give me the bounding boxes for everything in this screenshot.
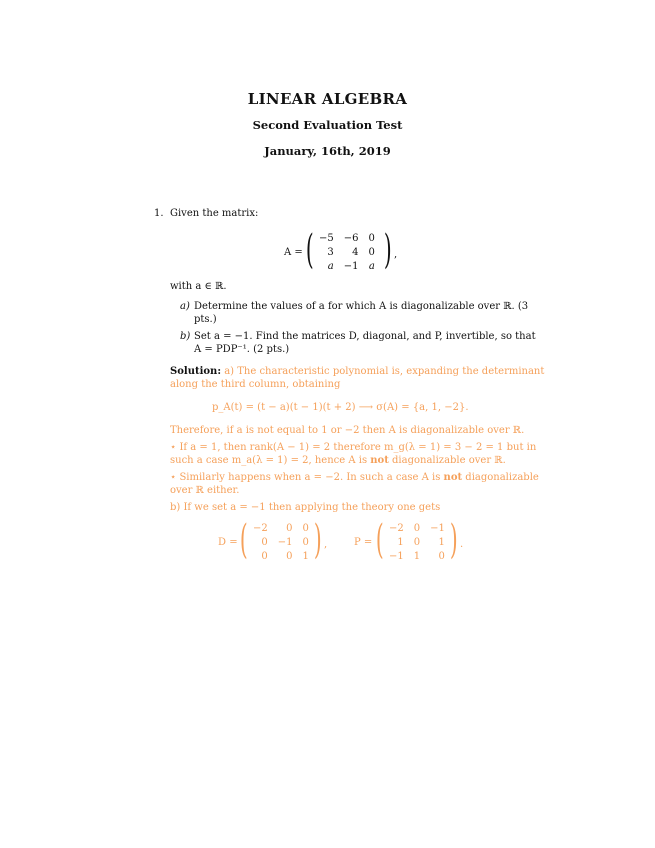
matrix-a-cell: 0 xyxy=(368,247,375,258)
matrix-d-trailing: , xyxy=(324,539,328,550)
matrix-a-cell: −6 xyxy=(343,233,359,244)
para3-line2-pre: such a case m_a(λ = 1) = 2, hence A is xyxy=(170,455,371,466)
solution-para4-line2: over ℝ either. xyxy=(170,485,240,496)
condition-text: with a ∈ ℝ. xyxy=(170,281,227,292)
matrix-d-cell: 0 xyxy=(261,537,268,548)
solution-para5: b) If we set a = −1 then applying the theory one gets xyxy=(170,502,441,513)
matrix-d-cell: 1 xyxy=(302,551,309,562)
solution-line1 xyxy=(170,365,544,378)
matrix-p xyxy=(384,522,450,564)
solution-para4-line1 xyxy=(170,471,539,484)
para3-line2-post: diagonalizable over ℝ. xyxy=(388,455,506,466)
matrix-p-cell: −1 xyxy=(430,523,445,534)
matrix-p-cell: 0 xyxy=(438,551,445,562)
matrix-a-cell: 4 xyxy=(352,247,359,258)
matrix-p-cell: 0 xyxy=(413,523,421,534)
matrix-a-row xyxy=(314,232,380,246)
matrix-d-cell: 0 xyxy=(286,551,293,562)
solution-para3-line1: ⋆ If a = 1, then rank(A − 1) = 2 therefore m_g(λ = 1) = 3 − 2 = 1 but in xyxy=(170,442,537,453)
matrix-a-cell: −5 xyxy=(319,233,334,244)
para4-line1-post: diagonalizable xyxy=(462,472,539,483)
matrix-d-label: D = xyxy=(218,537,238,548)
matrix-p-cell: −2 xyxy=(389,523,404,534)
part-b-line1: Set a = −1. Find the matrices D, diagonal, and P, invertible, so that xyxy=(194,331,536,342)
matrix-p-label: P = xyxy=(354,537,373,548)
matrix-d-row xyxy=(248,536,314,550)
matrix-d-left-paren: ( xyxy=(239,517,248,563)
part-a-line2: pts.) xyxy=(194,314,217,325)
matrix-a-left-paren: ( xyxy=(305,227,314,273)
matrix-d-cell: 0 xyxy=(302,523,309,534)
matrix-p-row xyxy=(384,522,450,536)
matrix-d xyxy=(248,522,314,564)
matrix-a-cell: 3 xyxy=(327,247,334,258)
solution-label: Solution: xyxy=(170,366,222,377)
part-b-line2: A = PDP⁻¹. (2 pts.) xyxy=(194,344,290,355)
solution-para3-line2 xyxy=(170,454,506,467)
matrix-p-cell: −1 xyxy=(389,551,404,562)
para4-line1-pre: ⋆ Similarly happens when a = −2. In such a case A is xyxy=(170,472,444,483)
matrix-d-row xyxy=(248,550,314,564)
matrix-p-cell: 1 xyxy=(438,537,445,548)
matrix-p-cell: 1 xyxy=(413,551,421,562)
matrix-p-row xyxy=(384,550,450,564)
matrix-a-cell: a xyxy=(327,261,334,272)
matrix-p-left-paren: ( xyxy=(375,517,384,563)
page-subtitle: Second Evaluation Test xyxy=(252,118,403,132)
matrix-a-row xyxy=(314,260,380,274)
matrix-p-cell: 1 xyxy=(397,537,404,548)
solution-text: a) The characteristic polynomial is, expanding the determinant xyxy=(221,366,545,377)
matrix-d-row xyxy=(248,522,314,536)
problem-number: 1. xyxy=(154,208,164,219)
exam-date: January, 16th, 2019 xyxy=(264,144,391,158)
part-a-label: a) xyxy=(180,301,190,312)
matrix-d-cell: 0 xyxy=(302,537,309,548)
page-title: LINEAR ALGEBRA xyxy=(247,90,408,108)
matrix-d-cell: −1 xyxy=(277,537,293,548)
part-b-label: b) xyxy=(180,331,191,342)
matrix-a xyxy=(314,232,380,274)
matrix-a-cell: 0 xyxy=(368,233,375,244)
matrix-p-trailing: . xyxy=(460,539,464,550)
solution-para2: Therefore, if a is not equal to 1 or −2 then A is diagonalizable over ℝ. xyxy=(170,425,525,436)
matrix-d-cell: 0 xyxy=(261,551,268,562)
matrix-p-cell: 0 xyxy=(413,537,421,548)
matrix-d-cell: −2 xyxy=(253,523,268,534)
matrix-a-row xyxy=(314,246,380,260)
para4-line1-bold: not xyxy=(443,472,463,483)
problem-intro: Given the matrix: xyxy=(170,208,259,219)
matrix-a-right-paren: ) xyxy=(383,227,392,273)
solution-line2: along the third column, obtaining xyxy=(170,379,341,390)
characteristic-polynomial: p_A(t) = (t − a)(t − 1)(t + 2) ⟶ σ(A) = {a, 1, −2}. xyxy=(212,402,469,413)
part-a-line1: Determine the values of a for which A is diagonalizable over ℝ. (3 xyxy=(194,301,529,312)
matrix-d-right-paren: ) xyxy=(313,517,322,563)
matrix-d-cell: 0 xyxy=(286,523,293,534)
matrix-a-label: A = xyxy=(284,247,303,258)
matrix-a-trailing: , xyxy=(394,249,398,260)
matrix-a-cell: −1 xyxy=(343,261,359,272)
matrix-p-row xyxy=(384,536,450,550)
para3-line2-bold: not xyxy=(370,455,389,466)
matrix-p-right-paren: ) xyxy=(449,517,458,563)
matrix-a-cell: a xyxy=(368,261,375,272)
